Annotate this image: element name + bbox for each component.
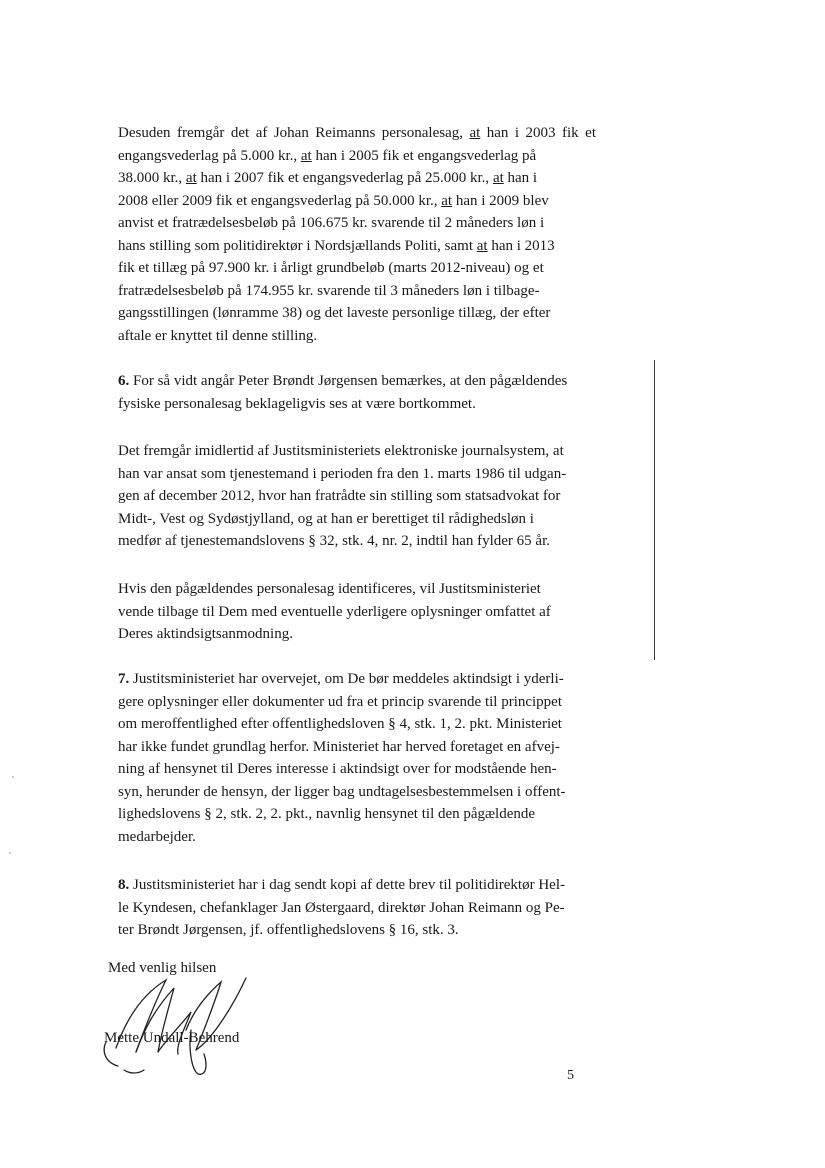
text-run: For så vidt angår Peter Brøndt Jørgensen bemærkes, at den pågældendes <box>129 373 568 389</box>
text-run: han i 2005 fik et engangsvederlag på <box>311 147 537 164</box>
text-run: 38.000 kr., <box>118 170 186 186</box>
text-run: Justitsministeriet har overvejet, om De bør meddeles aktindsigt i yderli- <box>129 671 564 687</box>
text-line: har ikke fundet grundlag herfor. Ministeriet har herved foretaget en afvej- <box>118 738 560 755</box>
text-line: le Kyndesen, chefanklager Jan Østergaard, direktør Johan Reimann og Pe- <box>118 899 565 916</box>
section-number: 6. <box>118 373 130 389</box>
text-run: engangsvederlag på 5.000 kr., <box>118 147 301 164</box>
text-run: han i 2003 fik et <box>480 125 596 141</box>
text-line: fysiske personalesag beklageligvis ses at være bortkommet. <box>118 395 476 412</box>
text-line: Deres aktindsigtsanmodning. <box>118 626 293 642</box>
paragraph-reimann-payments <box>118 122 596 347</box>
text-run: hans stilling som politidirektør i Nordsjællands Politi, samt <box>118 237 477 254</box>
text-line: gen af december 2012, hvor han fratrådte sin stilling som statsadvokat for <box>118 488 561 504</box>
paragraph-identification <box>118 578 596 646</box>
text-line: om meroffentlighed efter offentlighedsloven § 4, stk. 1, 2. pkt. Ministeriet <box>118 716 562 732</box>
text-line: fik et tillæg på 97.900 kr. i årligt grundbeløb (marts 2012-niveau) og et <box>118 260 544 276</box>
text-run: han i 2007 fik et engangsvederlag på 25.000 kr., <box>196 170 493 186</box>
text-line: Midt-, Vest og Sydøstjylland, og at han er berettiget til rådighedsløn i <box>118 510 534 527</box>
scan-speck <box>12 776 14 778</box>
paragraph-section-6 <box>118 370 596 415</box>
signer-name: Mette Undall-Behrend <box>104 1030 240 1046</box>
text-line: anvist et fratrædelsesbeløb på 106.675 kr. svarende til 2 måneders løn i <box>118 215 545 231</box>
text-line: Det fremgår imidlertid af Justitsministeriets elektroniske journalsystem, at <box>118 443 564 459</box>
underlined-at: at <box>185 170 197 186</box>
text-line: lighedslovens § 2, stk. 2, 2. pkt., navnlig hensynet til den pågældende <box>118 806 536 822</box>
text-run: Desuden fremgår det af Johan Reimanns personalesag, <box>118 125 470 141</box>
text-line: aftale er knyttet til denne stilling. <box>118 327 318 344</box>
text-line: medarbejder. <box>118 828 196 845</box>
underlined-at: at <box>441 192 453 209</box>
paragraph-journal-system <box>118 440 596 553</box>
text-line: ter Brøndt Jørgensen, jf. offentlighedslovens § 16, stk. 3. <box>118 922 459 938</box>
page-number: 5 <box>567 1068 574 1083</box>
text-line: ning af hensynet til Deres interesse i aktindsigt over for modstående hen- <box>118 761 557 777</box>
text-run: 2008 eller 2009 fik et engangsvederlag på 50.000 kr., <box>118 192 442 209</box>
handwritten-signature <box>96 970 266 1080</box>
underlined-at: at <box>492 170 504 186</box>
text-line: han var ansat som tjenestemand i perioden fra den 1. marts 1986 til udgan- <box>118 465 567 482</box>
text-line: gangsstillingen (lønramme 38) og det laveste personlige tillæg, der efter <box>118 305 551 321</box>
text-line: vende tilbage til Dem med eventuelle yderligere oplysninger omfattet af <box>118 603 551 620</box>
underlined-at: at <box>476 237 488 254</box>
underlined-at: at <box>469 125 481 141</box>
text-run: Justitsministeriet har i dag sendt kopi af dette brev til politidirektør Hel- <box>129 877 565 893</box>
text-line: syn, herunder de hensyn, der ligger bag undtagelsesbestemmelsen i offent- <box>118 783 566 800</box>
paragraph-section-8 <box>118 874 596 942</box>
text-run: han i <box>503 170 538 186</box>
text-line: Hvis den pågældendes personalesag identificeres, vil Justitsministeriet <box>118 581 541 597</box>
text-line: medfør af tjenestemandslovens § 32, stk. 4, nr. 2, indtil han fylder 65 år. <box>118 533 550 549</box>
scan-speck <box>9 852 11 854</box>
paragraph-section-7 <box>118 668 596 848</box>
text-line: gere oplysninger eller dokumenter ud fra et princip svarende til princippet <box>118 693 563 710</box>
section-number: 8. <box>118 877 130 893</box>
text-line: fratrædelsesbeløb på 174.955 kr. svarende til 3 måneders løn i tilbage- <box>118 282 540 299</box>
text-run: han i 2013 <box>487 237 555 254</box>
text-run: han i 2009 blev <box>452 192 549 209</box>
section-number: 7. <box>118 671 130 687</box>
closing-salutation: Med venlig hilsen <box>108 960 217 976</box>
margin-line <box>654 360 655 660</box>
underlined-at: at <box>300 147 312 164</box>
